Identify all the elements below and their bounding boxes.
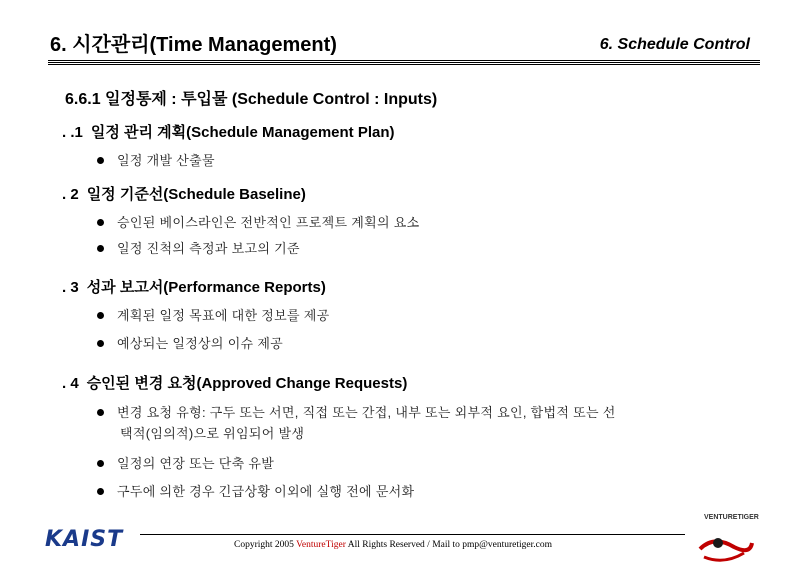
section-heading bbox=[62, 183, 306, 204]
bullet-item bbox=[97, 238, 300, 257]
bullet-dot-icon bbox=[97, 409, 104, 416]
bullet-text: 구두에 의한 경우 긴급상황 이외에 실행 전에 문서화 bbox=[117, 484, 415, 499]
bullet-text: 승인된 베이스라인은 전반적인 프로젝트 계획의 요소 bbox=[117, 215, 420, 230]
kaist-logo bbox=[45, 527, 124, 553]
section-title: 6. Schedule Control bbox=[599, 36, 750, 53]
bullet-dot-icon bbox=[97, 460, 104, 467]
section-heading-text: 성과 보고서(Performance Reports) bbox=[86, 279, 326, 296]
header-divider bbox=[48, 60, 760, 63]
section-heading-text: 일정 관리 계획(Schedule Management Plan) bbox=[90, 124, 395, 141]
footer-divider bbox=[140, 534, 685, 535]
venturetiger-swoosh-lower-icon bbox=[704, 553, 744, 560]
copyright-brand: VentureTiger bbox=[296, 540, 346, 550]
chapter-title: 6. 시간관리(Time Management) bbox=[50, 34, 337, 56]
bullet-text: 일정 진척의 측정과 보고의 기준 bbox=[117, 241, 300, 256]
venturetiger-dot-icon bbox=[713, 538, 723, 548]
header-divider-thin bbox=[48, 64, 760, 65]
bullet-item bbox=[97, 333, 283, 352]
section-heading-text: 승인된 변경 요청(Approved Change Requests) bbox=[86, 375, 408, 392]
bullet-dot-icon bbox=[97, 245, 104, 252]
bullet-item bbox=[97, 481, 414, 500]
bullet-item bbox=[97, 212, 419, 231]
section-number: . 3 bbox=[62, 279, 79, 296]
venturetiger-logo bbox=[690, 505, 780, 565]
bullet-text: 예상되는 일정상의 이슈 제공 bbox=[117, 336, 284, 351]
bullet-dot-icon bbox=[97, 488, 104, 495]
bullet-text: 계획된 일정 목표에 대한 정보를 제공 bbox=[117, 308, 330, 323]
section-heading bbox=[62, 276, 326, 297]
slide-subtitle: 6.6.1 일정통제 : 투입물 (Schedule Control : Inputs) bbox=[65, 91, 438, 108]
bullet-text-continued: 택적(임의적)으로 위임되어 발생 bbox=[120, 426, 305, 441]
bullet-item bbox=[97, 453, 274, 472]
bullet-item bbox=[97, 150, 215, 169]
copyright-prefix: Copyright 2005 bbox=[234, 540, 297, 550]
bullet-item bbox=[97, 402, 757, 444]
copyright-suffix: All Rights Reserved / Mail to pmp@venturetiger.com bbox=[345, 540, 553, 550]
bullet-dot-icon bbox=[97, 312, 104, 319]
venturetiger-swoosh-icon bbox=[700, 541, 752, 550]
section-heading-text: 일정 기준선(Schedule Baseline) bbox=[86, 186, 306, 203]
bullet-dot-icon bbox=[97, 340, 104, 347]
venturetiger-logo-text: VENTURETIGER bbox=[704, 514, 759, 521]
bullet-text: 일정의 연장 또는 단축 유발 bbox=[117, 456, 275, 471]
bullet-item bbox=[97, 305, 329, 324]
bullet-text: 일정 개발 산출물 bbox=[117, 153, 215, 168]
kaist-logo-text: KAIST bbox=[45, 527, 124, 552]
section-heading bbox=[62, 372, 407, 393]
section-number: . 2 bbox=[62, 186, 79, 203]
section-number: . 4 bbox=[62, 375, 79, 392]
section-heading bbox=[62, 121, 395, 142]
section-number: . .1 bbox=[62, 124, 83, 141]
bullet-text: 변경 요청 유형: 구두 또는 서면, 직접 또는 간접, 내부 또는 외부적 요인, 합법적 또는 선 bbox=[117, 405, 616, 420]
bullet-dot-icon bbox=[97, 157, 104, 164]
bullet-dot-icon bbox=[97, 219, 104, 226]
copyright-notice bbox=[234, 540, 552, 550]
